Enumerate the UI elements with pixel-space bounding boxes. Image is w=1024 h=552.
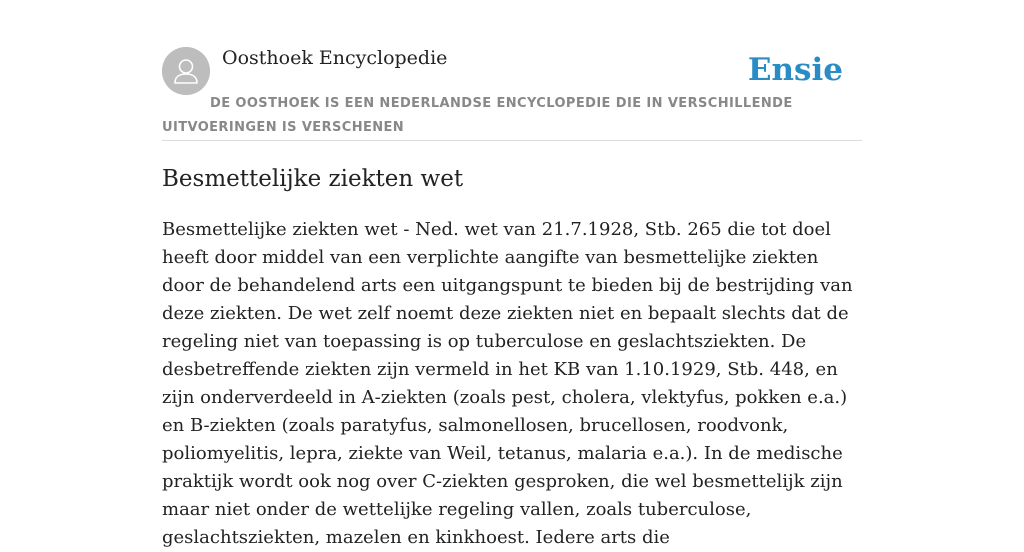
header bbox=[162, 46, 862, 141]
site-title[interactable]: Oosthoek Encyclopedie bbox=[222, 47, 448, 69]
site-subtitle: DE OOSTHOEK IS EEN NEDERLANDSE ENCYCLOPEDIE DIE IN VERSCHILLENDE UITVOERINGEN IS VERSCHENEN bbox=[162, 96, 793, 135]
ensie-logo[interactable]: Ensie bbox=[747, 52, 843, 88]
article-title: Besmettelijke ziekten wet bbox=[162, 166, 464, 192]
user-icon bbox=[162, 47, 210, 95]
avatar[interactable] bbox=[162, 47, 210, 95]
article-body: Besmettelijke ziekten wet - Ned. wet van 21.7.1928, Stb. 265 die tot doel heeft door middel van een verplichte aangifte van besmettelijke ziekten door de behandelend arts een uitgangspunt te bieden bij de bestrijding van deze ziekten. De wet zelf noemt deze ziekten niet en bepaalt slechts dat de regeling niet van toepassing is op tuberculose en geslachtsziekten. De desbetreffende ziekten zijn vermeld in het KB van 1.10.1929, Stb. 448, en zijn onderverdeeld in A-ziekten (zoals pest, cholera, vlektyfus, pokken e.a.) en B-ziekten (zoals paratyfus, salmonellosen, brucellosen, roodvonk, poliomyelitis, lepra, ziekte van Weil, tetanus, malaria e.a.). In de medische praktijk wordt ook nog over C-ziekten gesproken, die wel besmettelijk zijn maar niet onder de wettelijke regeling vallen, zoals tuberculose, geslachtsziekten, mazelen en kinkhoest. Iedere arts die bbox=[162, 219, 853, 548]
